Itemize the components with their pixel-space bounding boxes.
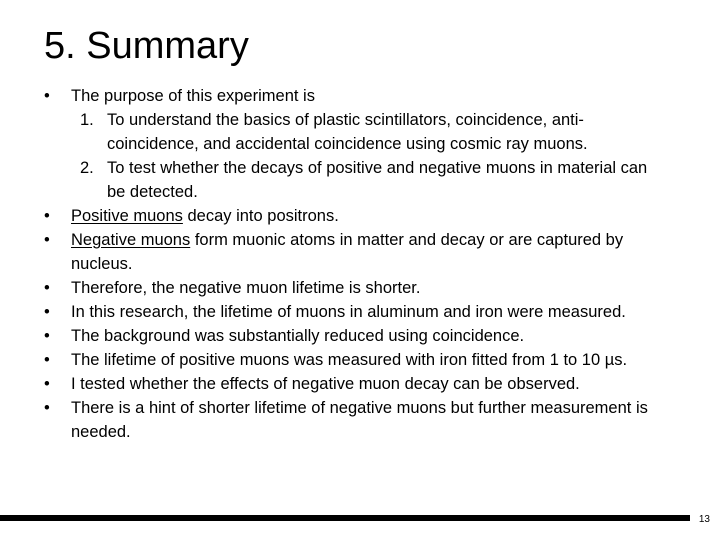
bullet-marker: • [44, 303, 50, 321]
bullet-text: There is a hint of shorter lifetime of negative muons but further measurement is needed. [71, 399, 648, 441]
bullet-text: The background was substantially reduced using coincidence. [71, 327, 525, 345]
bullet-marker: • [44, 351, 50, 369]
bullet-marker: • [44, 279, 50, 297]
bullet-tested [44, 372, 664, 396]
bullet-positive-muons [44, 204, 664, 228]
bullet-text: Therefore, the negative muon lifetime is shorter. [71, 279, 421, 297]
bullet-text: form muonic atoms in matter and decay or are captured by nucleus. [71, 231, 624, 273]
bullet-term: Negative muons [71, 231, 191, 249]
bullet-marker: • [44, 207, 50, 225]
summary-bullet-list [44, 84, 664, 444]
sub-item-text: To test whether the decays of positive and negative muons in material can be detected. [107, 159, 648, 201]
bullet-marker: • [44, 375, 50, 393]
bullet-marker: • [44, 87, 50, 105]
footer-divider [0, 515, 690, 521]
bullet-term: Positive muons [71, 207, 183, 225]
bullet-marker: • [44, 231, 50, 249]
bullet-text: In this research, the lifetime of muons in aluminum and iron were measured. [71, 303, 626, 321]
bullet-research [44, 300, 664, 324]
sub-item-text: To understand the basics of plastic scintillators, coincidence, anti-coincidence, and accidental coincidence using cosmic ray muons. [107, 111, 588, 153]
bullet-text: The purpose of this experiment is [71, 87, 315, 105]
bullet-lifetime-shorter [44, 276, 664, 300]
bullet-marker: • [44, 399, 50, 417]
bullet-text: decay into positrons. [182, 207, 339, 225]
page-number: 13 [698, 514, 710, 525]
bullet-text: The lifetime of positive muons was measured with iron fitted from 1 to 10 µs. [71, 351, 628, 369]
bullet-hint [44, 396, 664, 444]
bullet-text: I tested whether the effects of negative muon decay can be observed. [71, 375, 580, 393]
sub-item-2 [44, 156, 664, 204]
bullet-marker: • [44, 327, 50, 345]
bullet-purpose [44, 84, 664, 108]
bullet-background [44, 324, 664, 348]
sub-item-number: 2. [80, 159, 94, 177]
sub-item-1 [44, 108, 664, 156]
sub-item-number: 1. [80, 111, 94, 129]
bullet-positive-lifetime [44, 348, 664, 372]
bullet-negative-muons [44, 228, 664, 276]
slide-title: 5. Summary [44, 25, 249, 67]
